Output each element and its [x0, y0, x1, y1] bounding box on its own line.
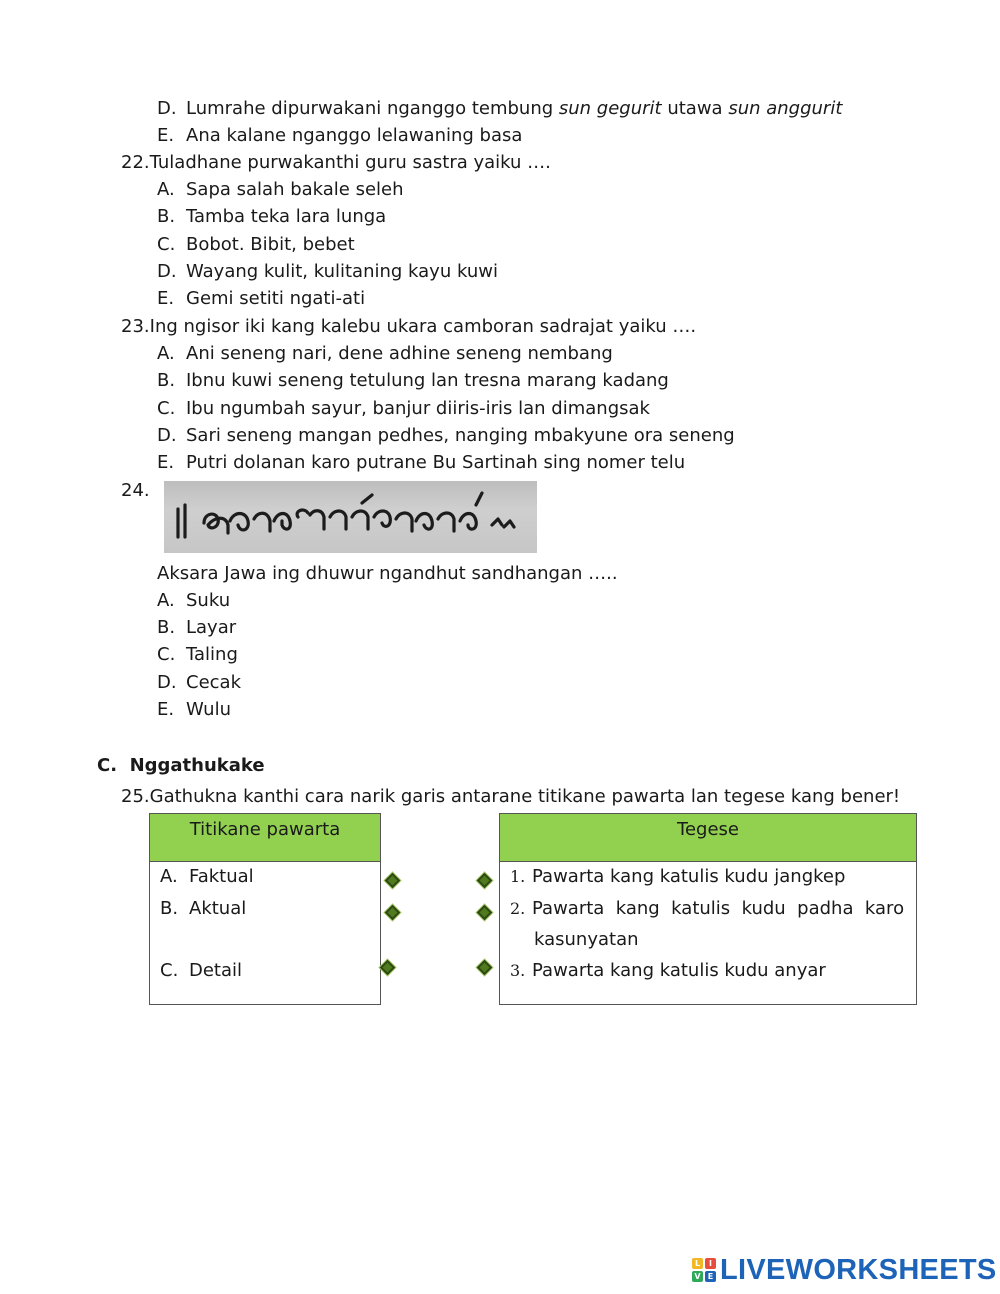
option-text: Bobot. Bibit, bebet: [186, 234, 355, 255]
q23-option-b[interactable]: [157, 369, 669, 393]
option-text: Putri dolanan karo putrane Bu Sartinah sing nomer telu: [186, 452, 686, 473]
option-letter: E.: [157, 125, 175, 146]
option-text: Ana kalane nganggo lelawaning basa: [186, 125, 523, 146]
right-dot-2[interactable]: [477, 905, 493, 921]
item-number: 1.: [510, 867, 526, 886]
option-letter: E.: [157, 452, 175, 473]
option-letter: C.: [157, 234, 176, 255]
option-letter: C.: [157, 398, 176, 419]
item-number: 3.: [510, 961, 526, 980]
liveworksheets-logo: [692, 1254, 997, 1286]
q24-number: [121, 479, 150, 503]
q21-option-d: [157, 97, 842, 121]
option-letter: A.: [157, 590, 175, 611]
q24-option-d[interactable]: [157, 671, 241, 695]
left-table-header: Titikane pawarta: [150, 814, 380, 862]
option-text: Lumrahe dipurwakani nganggo tembung: [186, 98, 559, 119]
left-table: [149, 813, 381, 1005]
left-item-b: [160, 897, 246, 921]
option-text: Ani seneng nari, dene adhine seneng nembang: [186, 343, 613, 364]
q23-prompt: [121, 315, 696, 339]
logo-text: LIVEWORKSHEETS: [720, 1253, 997, 1286]
left-item-c: [160, 959, 242, 983]
q22-option-a[interactable]: [157, 178, 404, 202]
q24-option-e[interactable]: [157, 698, 231, 722]
option-letter: C.: [157, 644, 176, 665]
mark-letter: I: [705, 1258, 716, 1269]
option-letter: D.: [157, 672, 177, 693]
option-text-italic: sun gegurit: [558, 98, 662, 119]
javanese-script-image: [164, 481, 537, 553]
javanese-script-drawing: [164, 481, 537, 553]
q25-prompt: [121, 785, 900, 809]
q24-option-c[interactable]: [157, 643, 238, 667]
right-item-2-continued: kasunyatan: [534, 929, 639, 950]
question-number: 25.: [121, 786, 150, 807]
q24-option-b[interactable]: [157, 616, 236, 640]
q22-option-e[interactable]: [157, 287, 365, 311]
option-letter: D.: [157, 425, 177, 446]
q23-option-d[interactable]: [157, 424, 735, 448]
option-text: Layar: [186, 617, 237, 638]
option-text: Wulu: [186, 699, 231, 720]
mark-letter: E: [705, 1271, 716, 1282]
item-text: Aktual: [189, 898, 247, 919]
q22-option-b[interactable]: [157, 205, 386, 229]
mark-letter: V: [692, 1271, 703, 1282]
section-c-title: C. Nggathukake: [97, 755, 265, 776]
item-text: Pawarta kang katulis kudu anyar: [532, 960, 826, 981]
q24-prompt: [157, 562, 618, 586]
option-text: Gemi setiti ngati-ati: [186, 288, 366, 309]
right-table: [499, 813, 917, 1005]
item-text: Faktual: [189, 866, 254, 887]
option-text: Ibnu kuwi seneng tetulung lan tresna marang kadang: [186, 370, 669, 391]
right-item-3: [510, 959, 826, 983]
option-letter: A.: [157, 343, 175, 364]
option-text-italic: sun anggurit: [728, 98, 843, 119]
option-text: Suku: [186, 590, 231, 611]
item-number: 2.: [510, 899, 526, 918]
question-number: 23.: [121, 316, 150, 337]
option-letter: D.: [157, 261, 177, 282]
item-text: Pawarta kang katulis kudu padha karo: [532, 898, 905, 919]
option-letter: E.: [157, 288, 175, 309]
option-text: Wayang kulit, kulitaning kayu kuwi: [186, 261, 498, 282]
liveworksheets-mark-icon: [692, 1258, 716, 1282]
q22-option-d[interactable]: [157, 260, 498, 284]
option-letter: A.: [157, 179, 175, 200]
question-number: 24.: [121, 480, 150, 501]
question-text: Aksara Jawa ing dhuwur ngandhut sandhangan …..: [157, 563, 618, 584]
left-dot-b[interactable]: [385, 905, 401, 921]
option-text: Taling: [186, 644, 238, 665]
q24-option-a[interactable]: [157, 589, 230, 613]
option-text: utawa: [661, 98, 729, 119]
mark-letter: L: [692, 1258, 703, 1269]
q23-option-a[interactable]: [157, 342, 613, 366]
question-number: 22.: [121, 152, 150, 173]
option-text: Cecak: [186, 672, 241, 693]
option-text: Sari seneng mangan pedhes, nanging mbakyune ora seneng: [186, 425, 735, 446]
left-dot-a[interactable]: [385, 873, 401, 889]
option-letter: B.: [157, 617, 176, 638]
option-letter: B.: [157, 370, 176, 391]
option-text: Sapa salah bakale seleh: [186, 179, 404, 200]
item-text: Detail: [189, 960, 243, 981]
question-text: Gathukna kanthi cara narik garis antarane titikane pawarta lan tegese kang bener!: [149, 786, 901, 807]
question-text: Tuladhane purwakanthi guru sastra yaiku ….: [149, 152, 551, 173]
item-letter: B.: [160, 898, 179, 919]
q23-option-c[interactable]: [157, 397, 650, 421]
item-letter: C.: [160, 960, 179, 981]
right-table-header: Tegese: [500, 814, 916, 862]
item-text: Pawarta kang katulis kudu jangkep: [532, 866, 846, 887]
q22-prompt: [121, 151, 551, 175]
right-item-2: [510, 897, 904, 921]
q21-option-e: [157, 124, 522, 148]
q22-option-c[interactable]: [157, 233, 355, 257]
option-text: Ibu ngumbah sayur, banjur diiris-iris lan dimangsak: [186, 398, 650, 419]
q23-option-e[interactable]: [157, 451, 685, 475]
left-item-a: [160, 865, 254, 889]
option-text: Tamba teka lara lunga: [186, 206, 387, 227]
option-letter: D.: [157, 98, 177, 119]
right-item-1: [510, 865, 845, 889]
item-letter: A.: [160, 866, 178, 887]
right-dot-3[interactable]: [477, 960, 493, 976]
option-letter: B.: [157, 206, 176, 227]
option-letter: E.: [157, 699, 175, 720]
question-text: Ing ngisor iki kang kalebu ukara camboran sadrajat yaiku ….: [149, 316, 697, 337]
right-dot-1[interactable]: [477, 873, 493, 889]
left-dot-c[interactable]: [380, 960, 396, 976]
